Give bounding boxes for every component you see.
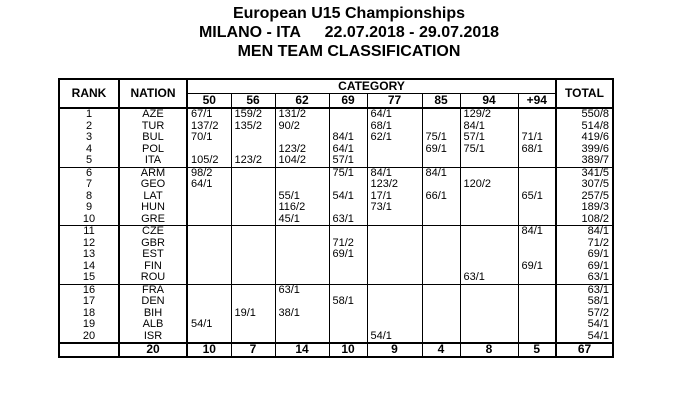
nation-cell: ISR (119, 331, 187, 344)
total-cell: 63/1 (556, 272, 613, 284)
score-cell (187, 144, 231, 156)
score-cell (329, 202, 367, 214)
score-cell: 123/2 (231, 155, 275, 167)
nation-cell: ITA (119, 155, 187, 167)
nation-cell: FIN (119, 261, 187, 273)
score-cell (518, 284, 556, 296)
score-cell (187, 296, 231, 308)
score-cell (275, 167, 329, 179)
score-cell: 66/1 (422, 191, 460, 203)
score-cell (460, 155, 518, 167)
table-row (59, 272, 613, 284)
score-cell (460, 249, 518, 261)
category-header: CATEGORY (187, 79, 556, 94)
score-cell (518, 308, 556, 320)
category-label: 56 (231, 94, 275, 109)
nation-cell: BUL (119, 132, 187, 144)
score-cell (187, 284, 231, 296)
score-cell (275, 272, 329, 284)
score-cell (422, 261, 460, 273)
score-cell (460, 319, 518, 331)
nation-cell: CZE (119, 226, 187, 238)
table-body (59, 108, 613, 343)
total-cell: 550/8 (556, 108, 613, 121)
score-cell (187, 272, 231, 284)
total-cell: 189/3 (556, 202, 613, 214)
table-row (59, 308, 613, 320)
rank-cell: 9 (85, 202, 93, 213)
score-cell (367, 272, 422, 284)
table-row (59, 179, 613, 191)
score-cell (329, 226, 367, 238)
score-cell (518, 155, 556, 167)
score-cell: 84/1 (329, 132, 367, 144)
total-cell: 389/7 (556, 155, 613, 167)
nation-cell: TUR (119, 121, 187, 133)
score-cell: 159/2 (231, 108, 275, 121)
score-cell: 104/2 (275, 155, 329, 167)
score-cell: 64/1 (367, 108, 422, 121)
score-cell: 84/1 (422, 167, 460, 179)
score-cell: 69/1 (329, 249, 367, 261)
category-count: 14 (275, 343, 329, 357)
total-cell: 54/1 (556, 319, 613, 331)
score-cell: 69/1 (422, 144, 460, 156)
table-row (59, 319, 613, 331)
nation-cell: ARM (119, 167, 187, 179)
nation-cell: GEO (119, 179, 187, 191)
rank-cell: 2 (85, 120, 93, 132)
score-cell (518, 249, 556, 261)
table-row (59, 284, 613, 296)
document-title (0, 4, 698, 61)
category-label: 77 (367, 94, 422, 109)
category-label: 50 (187, 94, 231, 109)
nation-cell: POL (119, 144, 187, 156)
score-cell (422, 284, 460, 296)
score-cell (422, 308, 460, 320)
category-count: 10 (187, 343, 231, 357)
totals-row (59, 343, 613, 357)
score-cell: 57/1 (460, 132, 518, 144)
score-cell (422, 249, 460, 261)
score-cell: 64/1 (187, 179, 231, 191)
score-cell (367, 214, 422, 226)
score-cell (231, 249, 275, 261)
score-cell: 71/1 (518, 132, 556, 144)
total-cell: 58/1 (556, 296, 613, 308)
score-cell (518, 121, 556, 133)
score-cell (460, 296, 518, 308)
title-line-2 (0, 23, 698, 42)
classification-table (58, 78, 614, 358)
score-cell (460, 261, 518, 273)
score-cell (422, 202, 460, 214)
title-place: MILANO - ITA (198, 24, 301, 41)
rank-cell: 18 (82, 307, 96, 319)
title-line-1: European U15 Championships (232, 5, 466, 22)
total-cell: 257/5 (556, 191, 613, 203)
total-cell: 399/6 (556, 144, 613, 156)
score-cell (422, 272, 460, 284)
total-cell: 69/1 (556, 261, 613, 273)
total-header: TOTAL (556, 79, 613, 108)
total-cell: 69/1 (556, 249, 613, 261)
score-cell (518, 179, 556, 191)
score-cell (329, 272, 367, 284)
score-cell: 75/1 (422, 132, 460, 144)
score-cell (231, 202, 275, 214)
score-cell: 63/1 (329, 214, 367, 226)
score-cell: 38/1 (275, 308, 329, 320)
category-label: 69 (329, 94, 367, 109)
table-row (59, 132, 613, 144)
score-cell: 58/1 (329, 296, 367, 308)
rank-cell: 13 (82, 249, 96, 260)
score-cell (518, 296, 556, 308)
score-cell (231, 226, 275, 238)
rank-cell: 20 (82, 330, 96, 342)
rank-cell: 3 (85, 132, 93, 143)
table-row (59, 261, 613, 273)
total-cell: 71/2 (556, 238, 613, 250)
score-cell (367, 144, 422, 156)
rank-cell: 7 (85, 179, 93, 190)
score-cell: 69/1 (518, 261, 556, 273)
score-cell (460, 191, 518, 203)
score-cell (187, 331, 231, 344)
nation-cell: LAT (119, 191, 187, 203)
score-cell (275, 238, 329, 250)
score-cell: 62/1 (367, 132, 422, 144)
table-row (59, 155, 613, 167)
score-cell: 67/1 (187, 108, 231, 121)
total-cell: 419/6 (556, 132, 613, 144)
rank-cell: 5 (59, 155, 119, 167)
rank-cell: 16 (82, 284, 96, 296)
nation-cell: DEN (119, 296, 187, 308)
score-cell (518, 214, 556, 226)
category-label: 85 (422, 94, 460, 109)
score-cell (187, 249, 231, 261)
rank-cell: 17 (82, 296, 96, 307)
score-cell (518, 108, 556, 121)
nation-header: NATION (119, 79, 187, 108)
score-cell (460, 167, 518, 179)
table-row (59, 121, 613, 133)
score-cell: 65/1 (518, 191, 556, 203)
score-cell: 45/1 (275, 214, 329, 226)
category-label: +94 (518, 94, 556, 109)
score-cell (422, 331, 460, 344)
score-cell: 70/1 (187, 132, 231, 144)
total-cell: 54/1 (556, 331, 613, 344)
score-cell (231, 238, 275, 250)
table-row (59, 108, 613, 121)
rank-cell: 12 (82, 237, 96, 249)
score-cell (275, 179, 329, 191)
rank-cell: 6 (85, 167, 93, 179)
score-cell (231, 214, 275, 226)
score-cell (329, 319, 367, 331)
score-cell (275, 249, 329, 261)
score-cell: 55/1 (275, 191, 329, 203)
table-row (59, 296, 613, 308)
score-cell (187, 226, 231, 238)
total-cell: 514/8 (556, 121, 613, 133)
score-cell (422, 319, 460, 331)
score-cell (518, 167, 556, 179)
score-cell (329, 331, 367, 344)
total-cell: 84/1 (556, 226, 613, 238)
nation-cell: ALB (119, 319, 187, 331)
score-cell (422, 179, 460, 191)
table-row (59, 167, 613, 179)
score-cell (275, 296, 329, 308)
rank-cell: 19 (82, 319, 96, 330)
score-cell: 75/1 (460, 144, 518, 156)
score-cell (422, 214, 460, 226)
score-cell (460, 214, 518, 226)
score-cell (367, 261, 422, 273)
score-cell: 75/1 (329, 167, 367, 179)
score-cell (460, 226, 518, 238)
total-cell: 63/1 (556, 284, 613, 296)
score-cell (329, 108, 367, 121)
score-cell (187, 214, 231, 226)
score-cell (460, 238, 518, 250)
score-cell (367, 249, 422, 261)
rank-cell: 1 (85, 108, 93, 120)
score-cell (422, 121, 460, 133)
grand-total: 67 (556, 343, 613, 357)
nation-cell: ROU (119, 272, 187, 284)
rank-header: RANK (59, 79, 119, 108)
table-row (59, 249, 613, 261)
score-cell: 73/1 (367, 202, 422, 214)
nation-cell: FRA (119, 284, 187, 296)
score-cell (422, 238, 460, 250)
score-cell (275, 331, 329, 344)
nation-cell: AZE (119, 108, 187, 121)
score-cell (460, 284, 518, 296)
score-cell (329, 261, 367, 273)
score-cell: 90/2 (275, 121, 329, 133)
category-count: 9 (367, 343, 422, 357)
score-cell (518, 331, 556, 344)
score-cell: 54/1 (187, 319, 231, 331)
score-cell: 57/1 (329, 155, 367, 167)
score-cell (460, 308, 518, 320)
total-cell: 57/2 (556, 308, 613, 320)
category-count: 7 (231, 343, 275, 357)
score-cell: 84/1 (460, 121, 518, 133)
score-cell (187, 202, 231, 214)
score-cell: 19/1 (231, 308, 275, 320)
score-cell: 98/2 (187, 167, 231, 179)
nation-cell: GBR (119, 238, 187, 250)
score-cell (422, 296, 460, 308)
score-cell: 137/2 (187, 121, 231, 133)
score-cell (518, 238, 556, 250)
category-label: 94 (460, 94, 518, 109)
title-dates: 22.07.2018 - 29.07.2018 (324, 24, 500, 41)
table-row (59, 144, 613, 156)
score-cell (187, 191, 231, 203)
score-cell: 54/1 (367, 331, 422, 344)
score-cell (231, 296, 275, 308)
score-cell (367, 155, 422, 167)
table-row (59, 214, 613, 226)
score-cell (231, 132, 275, 144)
rank-cell: 4 (85, 143, 93, 155)
score-cell (275, 319, 329, 331)
score-cell (460, 331, 518, 344)
score-cell: 64/1 (329, 144, 367, 156)
category-count: 8 (460, 343, 518, 357)
score-cell (329, 121, 367, 133)
total-cell: 307/5 (556, 179, 613, 191)
table-row (59, 202, 613, 214)
score-cell (367, 319, 422, 331)
total-cell: 108/2 (556, 214, 613, 226)
score-cell (275, 132, 329, 144)
score-cell: 17/1 (367, 191, 422, 203)
score-cell (231, 331, 275, 344)
score-cell: 116/2 (275, 202, 329, 214)
score-cell (460, 202, 518, 214)
rank-cell: 14 (82, 260, 96, 272)
table-row (59, 191, 613, 203)
total-cell: 341/5 (556, 167, 613, 179)
category-count: 10 (329, 343, 367, 357)
score-cell: 105/2 (187, 155, 231, 167)
score-cell: 68/1 (518, 144, 556, 156)
score-cell (422, 108, 460, 121)
score-cell (187, 261, 231, 273)
score-cell (329, 308, 367, 320)
category-count: 4 (422, 343, 460, 357)
rank-cell: 10 (59, 214, 119, 226)
nation-cell: BIH (119, 308, 187, 320)
score-cell (231, 144, 275, 156)
score-cell: 71/2 (329, 238, 367, 250)
nation-cell: HUN (119, 202, 187, 214)
score-cell: 129/2 (460, 108, 518, 121)
table-row (59, 331, 613, 344)
score-cell (231, 167, 275, 179)
score-cell (367, 226, 422, 238)
score-cell (367, 296, 422, 308)
score-cell (518, 202, 556, 214)
score-cell (231, 319, 275, 331)
score-cell (422, 155, 460, 167)
score-cell: 84/1 (367, 167, 422, 179)
score-cell: 123/2 (367, 179, 422, 191)
rank-cell: 11 (83, 225, 95, 237)
nations-count: 20 (119, 343, 187, 357)
score-cell: 63/1 (275, 284, 329, 296)
score-cell: 54/1 (329, 191, 367, 203)
score-cell: 120/2 (460, 179, 518, 191)
score-cell (231, 272, 275, 284)
score-cell (518, 319, 556, 331)
category-count: 5 (518, 343, 556, 357)
score-cell (275, 226, 329, 238)
score-cell (367, 284, 422, 296)
score-cell (518, 272, 556, 284)
score-cell: 131/2 (275, 108, 329, 121)
score-cell (187, 308, 231, 320)
score-cell (231, 179, 275, 191)
score-cell (422, 226, 460, 238)
score-cell: 123/2 (275, 144, 329, 156)
score-cell: 135/2 (231, 121, 275, 133)
score-cell: 84/1 (518, 226, 556, 238)
score-cell: 63/1 (460, 272, 518, 284)
score-cell: 68/1 (367, 121, 422, 133)
score-cell (329, 179, 367, 191)
score-cell (275, 261, 329, 273)
score-cell (231, 191, 275, 203)
title-line-3: MEN TEAM CLASSIFICATION (237, 43, 461, 60)
score-cell (329, 284, 367, 296)
rank-cell: 8 (85, 190, 93, 202)
nation-cell: EST (119, 249, 187, 261)
score-cell (367, 308, 422, 320)
footer-rank-cell (59, 343, 119, 357)
score-cell (367, 238, 422, 250)
nation-cell: GRE (119, 214, 187, 226)
score-cell (187, 238, 231, 250)
score-cell (231, 284, 275, 296)
category-label: 62 (275, 94, 329, 109)
table-row (59, 226, 613, 238)
table-row (59, 238, 613, 250)
score-cell (231, 261, 275, 273)
rank-cell: 15 (59, 272, 119, 284)
